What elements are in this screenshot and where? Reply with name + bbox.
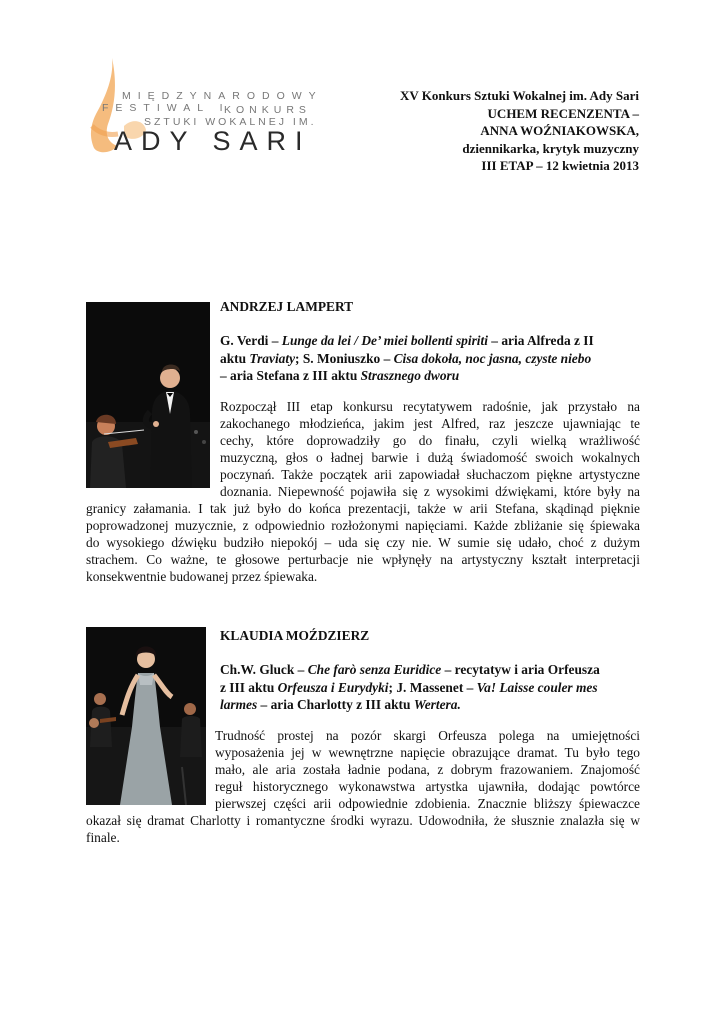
repertoire-1-line-3 [220,367,640,385]
repertoire-2-line-2 [220,679,640,697]
rep-text: Ch.W. Gluck – [220,662,308,677]
header-line-3: ANNA WOŹNIAKOWSKA, [480,123,639,139]
review-line: reguł historycznego wykonawstwa artystka ujawniła, dodając powtórce [215,779,640,794]
header-line-1: XV Konkurs Sztuki Wokalnej im. Ady Sari [400,88,639,103]
review-line: mało, ale aria została ładnie podana, z dobrym frazowaniem. Znajomość [215,762,640,777]
document-header [400,87,639,175]
review-line: doznania. Niepewność pojawiła się z wysokimi dźwiękami, które były na [220,484,640,499]
performer-name-2: KLAUDIA MOŹDZIERZ [220,628,370,643]
review-line: do wysokiego dźwięku budziło niepokój – uda się czy nie. W sumie się udało, choć z dużym [86,535,640,550]
rep-text: G. Verdi – [220,333,282,348]
review-line: granicy załamania. I tak już było do końca prezentacji, także w arii Stefana, skądinąd pięknie [86,501,640,516]
rep-text: z III aktu [220,679,278,695]
rep-title: Wertera. [413,697,461,713]
logo-line-3: KONKURS [224,104,311,116]
rep-text: – recytatyw i aria Orfeusza [441,662,600,677]
rep-title: Cisa dokoła, noc jasna, czyste niebo [393,350,592,366]
review-line: Rozpoczął III etap konkursu recytatywem radośnie, jak przystało na [220,399,640,414]
header-line-4: dziennikarka, krytyk muzyczny [462,140,639,156]
repertoire-2-line-1 [220,661,640,679]
photo-andrzej-lampert [86,302,210,488]
rep-text: – aria Stefana z III aktu [220,368,361,384]
rep-title: Che farò senza Euridice [307,662,442,677]
review-line: poprowadzonej muzycznie, z odpowiednio rozłożonymi napięciami. Każde zbliżanie się śpiewaka [86,518,640,533]
review-line: konsekwentnie budowanej przez śpiewaka. [86,569,318,584]
rep-text: – aria Charlotty z III aktu [257,697,414,713]
repertoire-1-line-2 [220,350,640,368]
logo-line-4: SZTUKI WOKALNEJ IM. [144,116,317,128]
review-line: poczynań. Także początek arii zapowiadał słuchaczom piękne artystyczne [220,467,640,482]
review-line: okazał się dramat Charlotty i romantyczne środki wyrazu. Udowodniła, że słusznie znalazła się w [86,813,640,828]
review-line: wyposażenia jej w wewnętrzne napięcie obrazujące dramat. Tu było tego [215,745,640,760]
rep-text: ; J. Massenet – [388,679,477,695]
review-line: finale. [86,830,120,845]
review-line: cechy, które doprowadziły go do finału, czyli wielką wrażliwość [220,433,640,448]
header-line-5: III ETAP – 12 kwietnia 2013 [481,158,639,174]
review-line: zakochanego młodzieńca, jakim jest Alfred, raz jeszcze ujawniając te [220,416,640,431]
rep-title: Strasznego dworu [360,368,460,384]
logo-line-1: MIĘDZYNARODOWY [122,90,323,102]
performer-name-1: ANDRZEJ LAMPERT [220,299,354,314]
rep-title: Va! Laisse couler mes [476,679,598,695]
repertoire-2 [220,661,640,714]
review-line: pierwszej części arii odpowiednie zdobienia. Znacznie bliższy śpiewaczce [215,796,640,811]
rep-text: ; S. Moniuszko – [295,350,394,366]
rep-text: – aria Alfreda z II [487,333,594,348]
repertoire-1 [220,332,640,385]
header-line-2: UCHEM RECENZENTA – [487,105,639,121]
festival-logo [84,56,324,156]
rep-title: Lunge da lei / De’ miei bollenti spiriti [281,333,488,348]
photo-klaudia-mozdzierz [86,627,206,805]
logo-line-2: FESTIWAL I [102,102,230,114]
rep-text: aktu [220,350,250,366]
review-line: Trudność prostej na pozór skargi Orfeusza polega na umiejętności [215,728,640,743]
repertoire-2-line-3 [220,696,640,714]
repertoire-1-line-1 [220,332,640,350]
review-line: strachem. Co ważne, te głosowe perturbacje nie wpłynęły na artystyczny kształt interpretacji [86,552,640,567]
rep-title: larmes [220,697,258,713]
rep-title: Traviaty [249,350,296,366]
logo-wordmark: ADY SARI [114,126,312,156]
review-line: muzyczną, głos o ładnej barwie i dużą świadomość swoich wokalnych [220,450,640,465]
rep-title: Orfeusza i Eurydyki [277,679,389,695]
